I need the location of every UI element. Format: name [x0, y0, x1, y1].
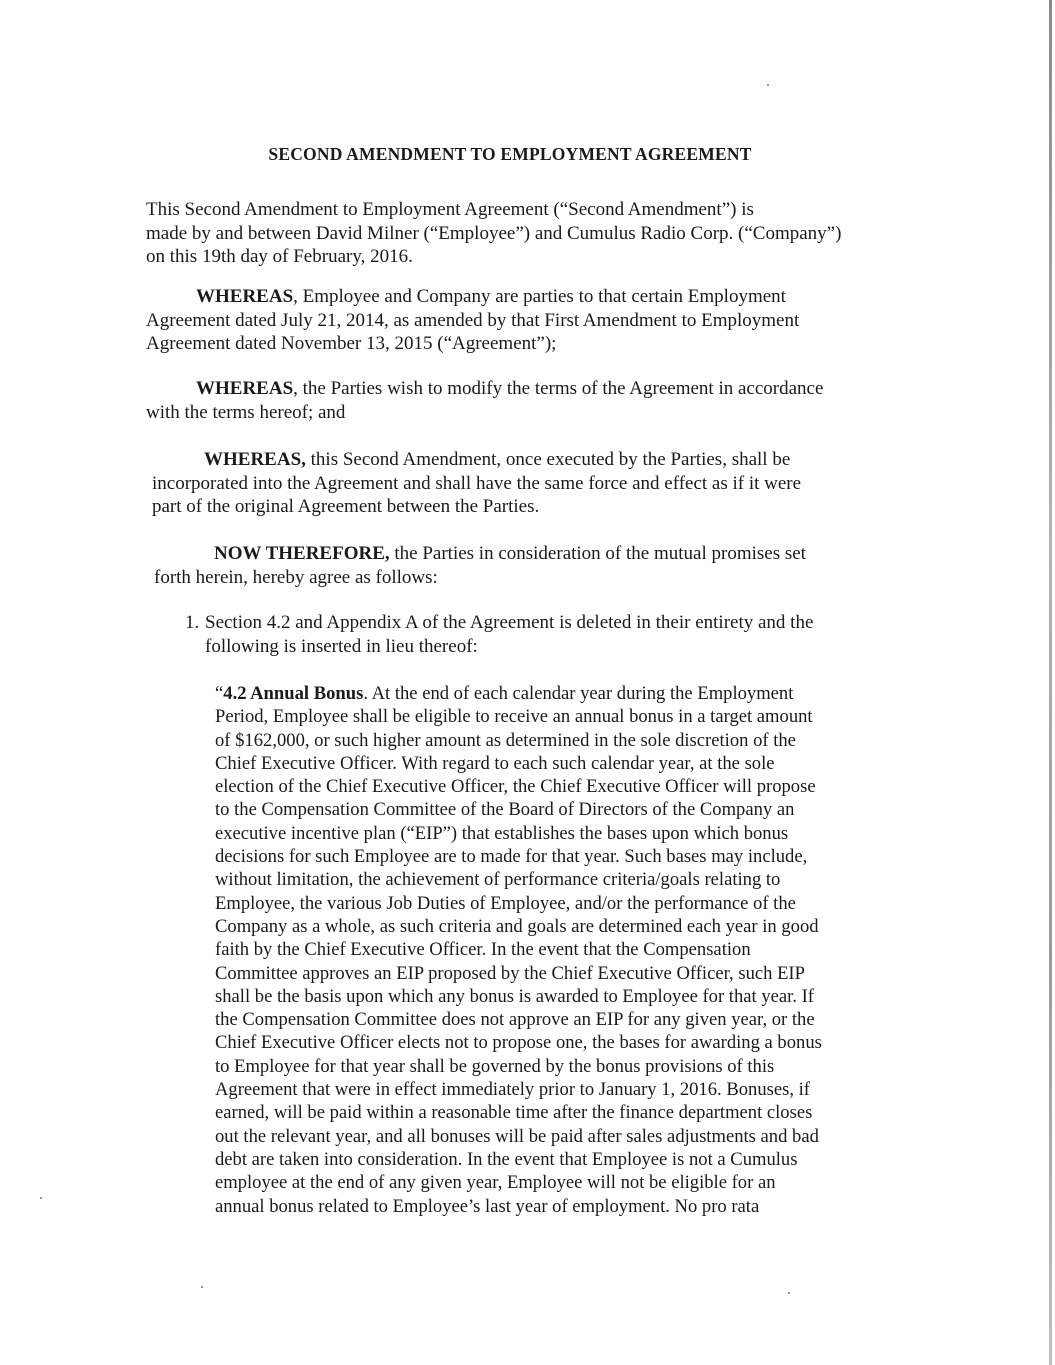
section-line: Chief Executive Officer elects not to propose one, the bases for awarding a bonus: [215, 1032, 822, 1054]
whereas-text: , Employee and Company are parties to that certain Employment: [293, 286, 786, 307]
section-line: the Compensation Committee does not approve an EIP for any given year, or the: [215, 1009, 815, 1031]
whereas-line: part of the original Agreement between the Parties.: [152, 496, 540, 517]
section-line: election of the Chief Executive Officer, the Chief Executive Officer will propose: [215, 776, 816, 798]
document-title: SECOND AMENDMENT TO EMPLOYMENT AGREEMENT: [268, 144, 752, 164]
section-line: employee at the end of any given year, Employee will not be eligible for an: [215, 1172, 776, 1194]
section-line: Employee, the various Job Duties of Employee, and/or the performance of the: [215, 892, 796, 914]
section-line: to Employee for that year shall be governed by the bonus provisions of this: [215, 1055, 775, 1077]
section-line: out the relevant year, and all bonuses will be paid after sales adjustments and bad: [215, 1125, 819, 1147]
now-therefore-lead: NOW THEREFORE,: [214, 543, 390, 564]
now-therefore-line: forth herein, hereby agree as follows:: [154, 566, 438, 588]
section-line: annual bonus related to Employee’s last year of employment. No pro rata: [215, 1195, 760, 1217]
item-line: following is inserted in lieu thereof:: [205, 635, 478, 657]
section-line: Agreement that were in effect immediately prior to January 1, 2016. Bonuses, if: [215, 1079, 810, 1101]
whereas-paragraph-3: [152, 448, 801, 519]
intro-line: made by and between David Milner (“Employee”) and Cumulus Radio Corp. (“Company”): [146, 222, 842, 244]
whereas-first-line: [152, 448, 801, 472]
scan-edge-line: [1049, 0, 1052, 1365]
section-line: debt are taken into consideration. In the event that Employee is not a Cumulus: [215, 1148, 798, 1170]
scan-speck: [201, 1286, 203, 1288]
whereas-first-line: [146, 285, 799, 309]
section-line: shall be the basis upon which any bonus is awarded to Employee for that year. If: [215, 985, 814, 1007]
whereas-line: with the terms hereof; and: [146, 401, 346, 423]
whereas-text: this Second Amendment, once executed by the Parties, shall be: [305, 449, 791, 470]
section-text: . At the end of each calendar year during the Employment: [363, 683, 794, 704]
whereas-lead: WHEREAS,: [204, 449, 306, 470]
whereas-lead: WHEREAS: [196, 286, 294, 307]
whereas-lead: WHEREAS: [196, 378, 294, 399]
whereas-paragraph-2: [146, 377, 823, 424]
section-line: earned, will be paid within a reasonable time after the finance department closes: [215, 1102, 813, 1124]
section-line: decisions for such Employee are to made for that year. Such bases may include,: [215, 846, 808, 868]
now-therefore-first-line: [154, 542, 806, 566]
intro-line: This Second Amendment to Employment Agreement (“Second Amendment”) is: [146, 199, 754, 220]
section-line: Chief Executive Officer. With regard to each such calendar year, at the sole: [215, 752, 775, 774]
whereas-line: incorporated into the Agreement and shall have the same force and effect as if it were: [152, 472, 802, 494]
scan-speck: [767, 84, 769, 86]
intro-paragraph: [146, 198, 841, 269]
intro-line: on this 19th day of February, 2016.: [146, 246, 413, 267]
whereas-paragraph-1: [146, 285, 799, 356]
section-line: Period, Employee shall be eligible to receive an annual bonus in a target amount: [215, 706, 813, 728]
whereas-line: Agreement dated November 13, 2015 (“Agreement”);: [146, 333, 557, 354]
section-line: without limitation, the achievement of performance criteria/goals relating to: [215, 869, 781, 891]
item-line: Section 4.2 and Appendix A of the Agreement is deleted in their entirety and the: [205, 612, 814, 633]
section-line: faith by the Chief Executive Officer. In the event that the Compensation: [215, 939, 751, 961]
whereas-line: Agreement dated July 21, 2014, as amended by that First Amendment to Employment: [146, 309, 800, 331]
section-line: of $162,000, or such higher amount as determined in the sole discretion of the: [215, 729, 796, 751]
scan-speck: [788, 1292, 790, 1294]
scan-speck: [40, 1197, 42, 1199]
section-4-2-paragraph: [215, 682, 822, 1218]
item-number: 1.: [185, 612, 200, 633]
whereas-text: , the Parties wish to modify the terms of the Agreement in accordance: [293, 378, 824, 399]
now-therefore-paragraph: [154, 542, 806, 589]
section-first-line: [215, 682, 822, 705]
section-line: executive incentive plan (“EIP”) that establishes the bases upon which bonus: [215, 822, 789, 844]
section-heading: 4.2 Annual Bonus: [223, 683, 364, 704]
section-line: Company as a whole, as such criteria and goals are determined each year in good: [215, 915, 819, 937]
item-body: [205, 611, 813, 658]
open-quote: “: [215, 683, 224, 704]
section-line: Committee approves an EIP proposed by the Chief Executive Officer, such EIP: [215, 962, 805, 984]
whereas-first-line: [146, 377, 823, 401]
now-therefore-text: the Parties in consideration of the mutual promises set: [389, 543, 806, 564]
section-line: to the Compensation Committee of the Board of Directors of the Company an: [215, 799, 795, 821]
